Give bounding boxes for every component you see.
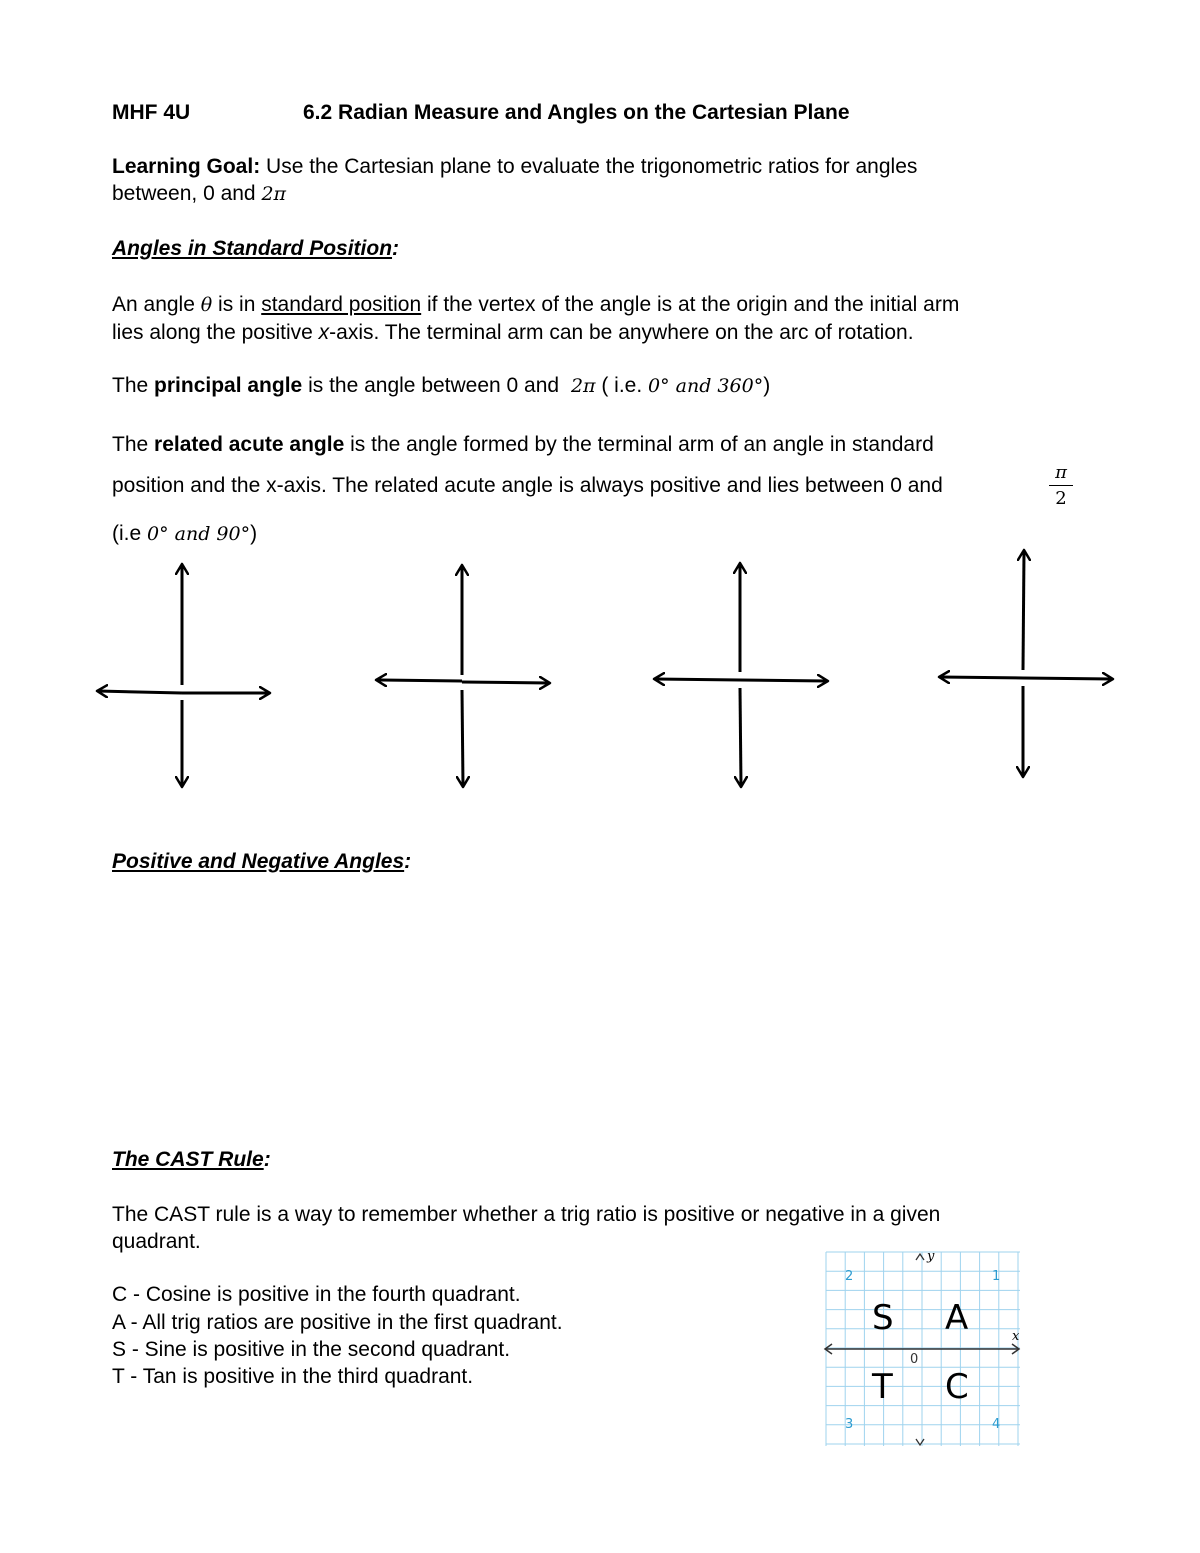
cast-rule-cosine: C - Cosine is positive in the fourth quadrant.	[112, 1283, 521, 1306]
axis-x	[1023, 678, 1112, 679]
standard-position-definition-line1: An angle θ is in standard position if the vertex of the angle is at the origin and the initial arm	[112, 293, 960, 316]
cast-rule-sine: S - Sine is positive in the second quadrant.	[112, 1338, 511, 1361]
principal-angle-term: principal angle	[154, 374, 303, 397]
cast-letter-t: T	[872, 1367, 893, 1407]
cast-intro-line2: quadrant.	[112, 1230, 201, 1253]
learning-goal-line2: between, 0 and 2π	[112, 182, 287, 205]
cast-origin-label: 0	[910, 1352, 919, 1367]
cast-y-label: y	[927, 1249, 935, 1264]
axis-x	[655, 679, 740, 680]
axes-set-2	[377, 566, 549, 786]
related-angle-definition-line1: The related acute angle is the angle formed by the terminal arm of an angle in standard	[112, 433, 934, 456]
page-title: 6.2 Radian Measure and Angles on the Cartesian Plane	[303, 101, 850, 124]
cast-letter-s: S	[872, 1298, 894, 1338]
related-angle-definition-line3: (i.e 0° and 90°)	[112, 522, 258, 545]
cast-diagram	[822, 1248, 1022, 1448]
learning-goal-text: Use the Cartesian plane to evaluate the trigonometric ratios for angles	[260, 155, 918, 178]
pi-over-two-fraction: $\frac{\pi}{2}$	[1049, 462, 1073, 509]
cast-rule-all: A - All trig ratios are positive in the first quadrant.	[112, 1311, 563, 1334]
y-up-caret-icon	[916, 1254, 924, 1260]
cast-x-label: x	[1012, 1329, 1020, 1344]
axis-x	[377, 680, 462, 681]
quadrant-number-1: 1	[992, 1269, 1001, 1284]
cast-letter-a: A	[945, 1298, 969, 1338]
axis-x	[940, 677, 1023, 678]
axes-set-4	[940, 551, 1112, 776]
course-code: MHF 4U	[112, 101, 191, 124]
cast-rule-tangent: T - Tan is positive in the third quadrant.	[112, 1365, 474, 1388]
standard-position-term: standard position	[261, 293, 422, 316]
axis-y	[1023, 551, 1024, 670]
heading-standard-position: Angles in Standard Position:	[112, 237, 400, 260]
related-acute-angle-term: related acute angle	[154, 433, 345, 456]
axes-set-1	[98, 565, 269, 786]
cast-letter-c: C	[945, 1367, 969, 1407]
axis-y	[462, 690, 463, 786]
learning-goal-line1: Learning Goal: Use the Cartesian plane to evaluate the trigonometric ratios for angles	[112, 155, 918, 178]
axis-x	[98, 691, 182, 693]
heading-cast-rule: The CAST Rule:	[112, 1148, 271, 1171]
axis-x	[740, 680, 827, 681]
principal-angle-definition: The principal angle is the angle between 0 and 2π ( i.e. 0° and 360°)	[112, 374, 771, 397]
axis-y	[740, 688, 741, 786]
quadrant-number-4: 4	[992, 1417, 1001, 1432]
cast-intro-line1: The CAST rule is a way to remember whether a trig ratio is positive or negative in a given	[112, 1203, 941, 1226]
heading-positive-negative-angles: Positive and Negative Angles:	[112, 850, 412, 873]
quadrant-number-3: 3	[845, 1417, 854, 1432]
learning-goal-label: Learning Goal	[112, 155, 254, 178]
related-angle-definition-line2: position and the x-axis. The related acute angle is always positive and lies between 0 and	[112, 474, 943, 497]
quadrant-number-2: 2	[845, 1269, 854, 1284]
axes-set-3	[655, 564, 827, 786]
axis-x	[462, 682, 549, 683]
standard-position-definition-line2: lies along the positive x-axis. The terminal arm can be anywhere on the arc of rotation.	[112, 321, 914, 344]
